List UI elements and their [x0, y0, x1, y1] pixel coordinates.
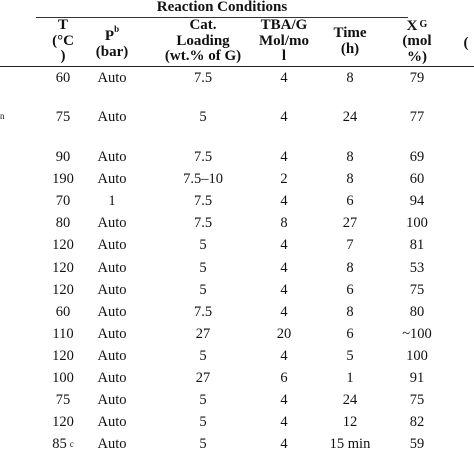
cell-time: 8: [346, 171, 354, 187]
header-pressure-unit: (bar): [95, 44, 129, 61]
cell-ratio: 4: [280, 281, 288, 298]
table-row: [0, 279, 474, 301]
cell-ratio: 4: [280, 347, 288, 364]
table-row: [0, 301, 474, 323]
table-row: [0, 389, 474, 411]
header-pressure-symbol: P: [104, 28, 115, 45]
cell-temperature: 120: [52, 237, 74, 253]
table-row: [0, 367, 474, 389]
table-row: [0, 257, 474, 279]
cell-temperature: 75: [55, 108, 71, 125]
header-conversion-unit1: (mol: [402, 33, 432, 50]
cell-pressure: Auto: [97, 281, 127, 298]
header-conversion-line1: [402, 17, 431, 35]
cell-catalyst-loading: 7.5: [193, 214, 213, 231]
cell-ratio: 4: [280, 148, 288, 165]
header-pressure-footnote: b: [114, 24, 120, 35]
cell-conversion: 53: [409, 259, 425, 276]
table-row: [0, 234, 474, 257]
cell-pressure: Auto: [97, 237, 127, 253]
cell-time: 6: [346, 192, 354, 209]
cell-conversion: 75: [409, 281, 425, 298]
cell-pressure: Auto: [97, 325, 127, 342]
header-temperature: [30, 18, 96, 65]
table-row: [0, 89, 474, 145]
cell-ratio: 8: [280, 214, 288, 231]
cell-pressure: Auto: [97, 108, 127, 125]
cell-temperature: 120: [52, 259, 74, 276]
cell-time: 12: [342, 413, 358, 430]
cell-temperature: 75: [55, 391, 71, 408]
header-edge-paren-text: (: [463, 35, 469, 52]
group-header-reaction-conditions: Reaction Conditions: [156, 0, 288, 15]
header-time-line2: (h): [340, 40, 360, 57]
row-edge-mark: n: [0, 111, 5, 121]
cell-time: 6: [346, 281, 354, 298]
header-conversion: [382, 8, 452, 74]
cell-time: 8: [346, 69, 354, 86]
header-time: [320, 18, 380, 65]
cell-ratio: 4: [280, 237, 288, 253]
cell-catalyst-loading: 5: [199, 413, 207, 430]
header-ratio-line1: TBA/G: [260, 17, 308, 34]
cell-catalyst-loading: 5: [199, 237, 207, 253]
cell-pressure: 1: [108, 192, 116, 209]
table-row: [0, 323, 474, 345]
header-ratio-line2: Mol/mo: [259, 32, 309, 49]
cell-conversion: 100: [406, 347, 428, 364]
cell-ratio: 4: [280, 303, 288, 320]
cell-ratio: 20: [276, 325, 292, 342]
header-conversion-subscript: G: [419, 18, 428, 30]
cell-pressure: Auto: [97, 171, 127, 187]
header-conversion-unit2: %): [406, 48, 427, 65]
cell-ratio: 4: [280, 391, 288, 408]
cell-ratio: 2: [280, 171, 288, 187]
cell-time: 8: [346, 303, 354, 320]
cell-time: 7: [346, 237, 354, 253]
cell-temperature: 60: [55, 303, 71, 320]
cell-pressure: Auto: [97, 435, 127, 452]
header-ratio-line3: l: [281, 48, 287, 65]
cell-pressure: Auto: [97, 413, 127, 430]
cell-catalyst-loading: 5: [199, 347, 207, 364]
cell-temperature: 120: [52, 347, 74, 364]
header-pressure-line1: [96, 22, 129, 45]
header-catalyst-line3: (wt.% of G): [164, 48, 242, 65]
cell-time: 1: [346, 369, 354, 386]
cell-time: 15 min: [329, 435, 371, 452]
cell-conversion: 79: [409, 69, 425, 86]
cell-temperature: 90: [55, 148, 71, 165]
cell-time: 8: [346, 148, 354, 165]
cell-pressure: Auto: [97, 303, 127, 320]
header-edge-paren: [458, 34, 474, 54]
cell-temperature: 190: [52, 171, 74, 187]
cell-catalyst-loading: 7.5–10: [183, 171, 223, 187]
cell-pressure: Auto: [97, 369, 127, 386]
cell-temperature: 120: [52, 281, 74, 298]
cell-time: 27: [342, 214, 358, 231]
cell-catalyst-loading: 27: [195, 369, 211, 386]
cell-time: 5: [346, 347, 354, 364]
header-tba-g-ratio: [244, 18, 324, 65]
table-row: [0, 212, 474, 234]
table-row: [0, 169, 474, 190]
header-conversion-symbol: X: [406, 17, 418, 34]
table-row: [0, 145, 474, 169]
cell-conversion: 77: [409, 108, 425, 125]
table-row: [0, 190, 474, 212]
cell-conversion: 75: [409, 391, 425, 408]
cell-pressure: Auto: [97, 69, 127, 86]
cell-ratio: 4: [280, 413, 288, 430]
cell-pressure: Auto: [97, 347, 127, 364]
cell-catalyst-loading: 7.5: [193, 192, 213, 209]
header-pressure: [88, 18, 136, 65]
cell-ratio: 4: [280, 108, 288, 125]
cell-conversion: 81: [409, 237, 425, 253]
header-catalyst-line1: Cat.: [189, 17, 217, 34]
cell-catalyst-loading: 7.5: [193, 303, 213, 320]
table-row: [0, 411, 474, 433]
cell-ratio: 6: [280, 369, 288, 386]
header-time-line1: Time: [333, 25, 367, 41]
cell-time: 6: [346, 325, 354, 342]
cell-catalyst-loading: 5: [199, 259, 207, 276]
cell-conversion: 59: [409, 435, 425, 452]
cell-temperature-footnote: c: [69, 439, 74, 449]
cell-ratio: 4: [280, 435, 288, 452]
table-row: [0, 345, 474, 367]
header-temperature-line1: T: [57, 17, 68, 34]
table-row: [0, 433, 474, 455]
cell-time: 24: [342, 108, 358, 125]
cell-ratio: 4: [280, 192, 288, 209]
cell-ratio: 4: [280, 259, 288, 276]
cell-conversion: 91: [409, 369, 425, 386]
cell-conversion: 80: [409, 303, 425, 320]
cell-temperature: 110: [52, 325, 74, 342]
cell-pressure: Auto: [97, 214, 127, 231]
cell-catalyst-loading: 5: [199, 108, 207, 125]
cell-catalyst-loading: 5: [199, 391, 207, 408]
header-catalyst-line2: Loading: [176, 32, 230, 49]
cell-catalyst-loading: 5: [199, 435, 207, 452]
cell-temperature: 60: [55, 69, 71, 86]
cell-catalyst-loading: 27: [195, 325, 211, 342]
cell-temperature: 120: [52, 413, 74, 430]
cell-pressure: Auto: [97, 148, 127, 165]
cell-temperature: 100: [52, 369, 74, 386]
table-row: [0, 67, 474, 89]
cell-conversion: 94: [409, 192, 425, 209]
cell-catalyst-loading: 7.5: [193, 69, 213, 86]
cell-temperature: 70: [55, 192, 71, 209]
header-temperature-line2: (°C: [52, 32, 74, 49]
cell-conversion: 60: [409, 171, 425, 187]
cell-catalyst-loading: 5: [199, 281, 207, 298]
cell-ratio: 4: [280, 69, 288, 86]
cell-time: 24: [342, 391, 358, 408]
cell-pressure: Auto: [97, 391, 127, 408]
cell-catalyst-loading: 7.5: [193, 148, 213, 165]
cell-conversion: 82: [409, 413, 425, 430]
cell-pressure: Auto: [97, 259, 127, 276]
cell-temperature: 85 c: [52, 435, 74, 452]
cell-conversion: ~100: [402, 325, 432, 342]
cell-temperature: 80: [55, 214, 71, 231]
cell-conversion: 69: [409, 148, 425, 165]
header-temperature-line3: ): [60, 48, 66, 65]
cell-conversion: 100: [406, 214, 428, 231]
cell-time: 8: [346, 259, 354, 276]
